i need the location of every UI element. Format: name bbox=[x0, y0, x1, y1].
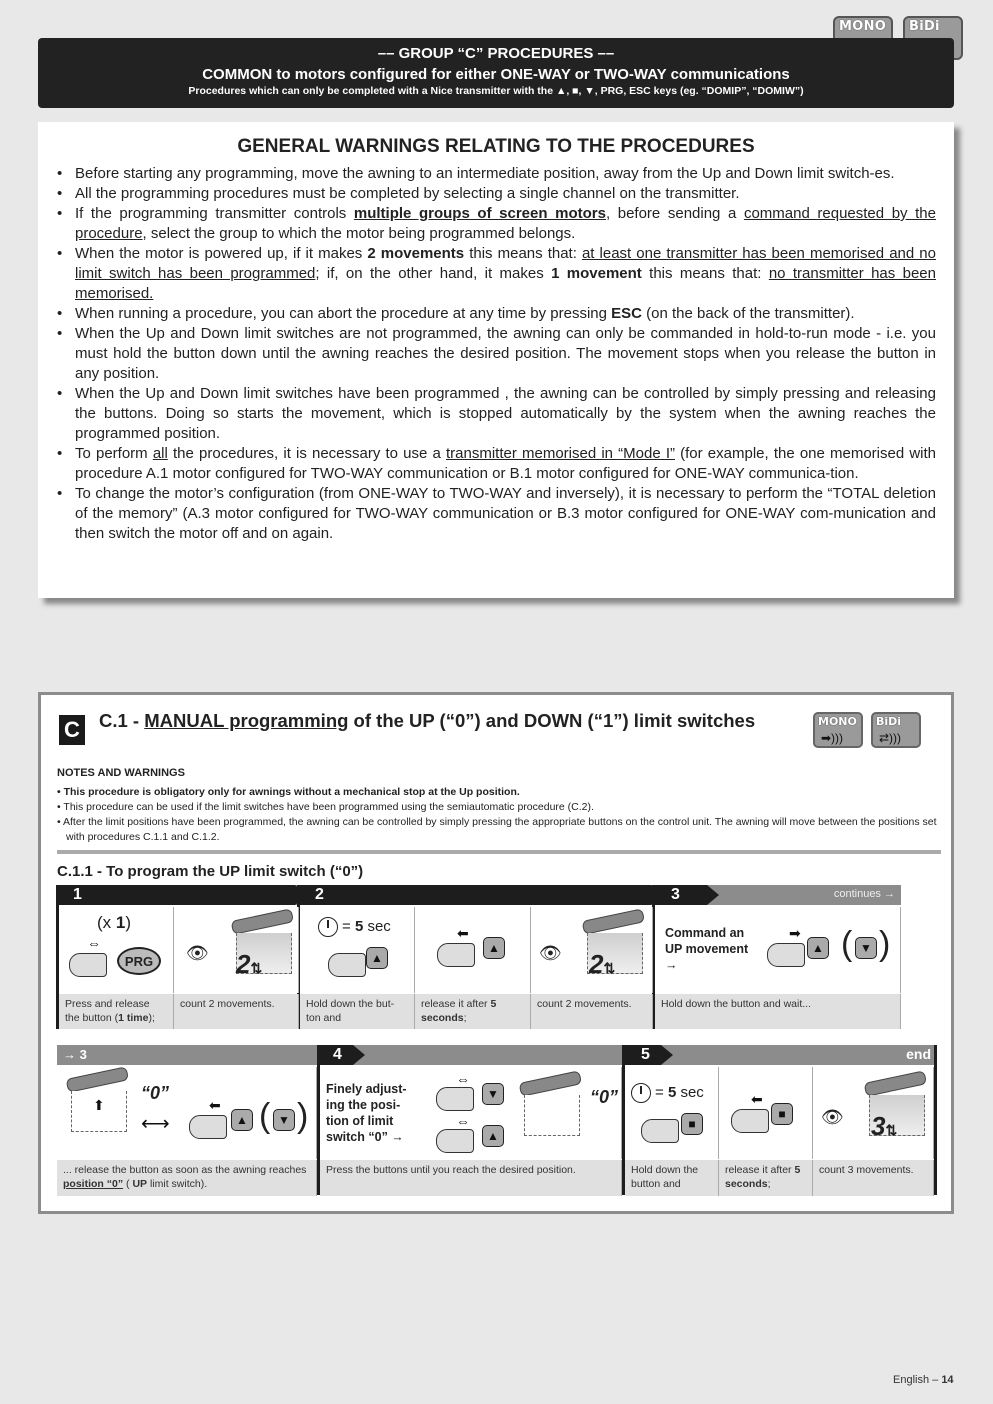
eye-icon: 👁 bbox=[821, 1107, 844, 1127]
cell-hold-5sec: = 5 sec ■ bbox=[625, 1067, 719, 1159]
continues-label: continues → bbox=[833, 888, 895, 900]
cell-press-prg: (x 1) ⇔ PRG bbox=[59, 907, 174, 993]
prg-button-icon: PRG bbox=[117, 947, 161, 975]
step-number: 2 bbox=[299, 885, 651, 905]
stop-button-icon: ■ bbox=[681, 1113, 703, 1135]
caption: Press the buttons until you reach the desired position. bbox=[320, 1160, 622, 1196]
note-item: • This procedure can be used if the limit switches have been programmed using the semiautomatic procedure (C.2). bbox=[57, 801, 594, 813]
double-arrow-icon: ⇔ bbox=[456, 1113, 470, 1129]
cell-release-at-zero: ⬆ “0” ⟷ ⬅ ▲ ( ▼ ) bbox=[59, 1067, 317, 1159]
list-item: • To change the motor’s configuration (from ONE-WAY to TWO-WAY and inversely), it is necessary to perform the “TOTAL deletion of the memory” (A.3 motor configured for TWO-WAY communication or B.3 motor configured for ONE-WAY com-munication and then switch the motor off and on again. bbox=[75, 484, 936, 544]
hand-icon bbox=[767, 943, 805, 967]
caption: release it after 5 seconds; bbox=[719, 1160, 813, 1196]
caption: count 2 movements. bbox=[174, 994, 299, 1029]
awning-icon bbox=[520, 1083, 580, 1139]
double-arrow-icon: ⇔ bbox=[87, 935, 101, 951]
eye-icon: 👁 bbox=[186, 943, 209, 963]
up-button-icon: ▲ bbox=[231, 1109, 253, 1131]
cell-count-2: 👁 2⇅ bbox=[531, 907, 653, 993]
hand-icon bbox=[69, 953, 107, 977]
hand-icon bbox=[189, 1115, 227, 1139]
list-item: • If the programming transmitter controls multiple groups of screen motors, before sending a command requested by the procedure, select the group to which the motor being programmed belongs. bbox=[75, 204, 936, 244]
hand-icon bbox=[731, 1109, 769, 1133]
up-button-icon: ▲ bbox=[482, 1125, 504, 1147]
section-c1 bbox=[38, 692, 954, 1214]
up-down-arrows-icon: ⇅ bbox=[250, 960, 263, 976]
right-arrow-icon: ➡ bbox=[789, 925, 801, 941]
list-item: • When the Up and Down limit switches have been programmed , the awning can be controlled by simply pressing and releasing the buttons. Doing so starts the movement, which is stopped automatically by the system when the awning reaches the programmed position. bbox=[75, 384, 936, 444]
step-number: 1 bbox=[57, 885, 295, 905]
cell-fine-adjust: Finely adjust-ing the posi-tion of limit switch “0” → ⇔ ▼ ⇔ ▲ “0” bbox=[320, 1067, 622, 1159]
caption: Hold down the button and wait... bbox=[655, 994, 901, 1029]
step-divider bbox=[934, 1045, 937, 1195]
cell-count-3: 👁 3⇅ bbox=[813, 1067, 934, 1159]
end-label: end bbox=[906, 1046, 931, 1062]
left-arrow-icon: ⬅ bbox=[209, 1097, 221, 1113]
notes-list bbox=[57, 785, 941, 845]
warnings-list bbox=[38, 164, 954, 544]
stop-button-icon: ■ bbox=[771, 1103, 793, 1125]
up-down-arrows-icon: ⇅ bbox=[603, 960, 616, 976]
divider bbox=[57, 850, 941, 854]
subsection-title: C.1.1 - To program the UP limit switch (“0”) bbox=[57, 863, 364, 880]
list-item: • All the programming procedures must be completed by selecting a single channel on the transmitter. bbox=[75, 184, 936, 204]
section-title: C.1 - MANUAL programming of the UP (“0”) and DOWN (“1”) limit switches bbox=[99, 710, 756, 731]
list-item: • When the Up and Down limit switches are not programmed, the awning can only be commanded in hold-to-run mode - i.e. you must hold the button down until the awning reaches the desired position. The movement stops when you release the button in any position. bbox=[75, 324, 936, 384]
step-number: 4 bbox=[317, 1045, 353, 1065]
cell-hold-5sec: = 5 sec ▲ bbox=[300, 907, 415, 993]
step-number: 5 bbox=[625, 1045, 661, 1065]
caption: release it after 5 seconds; bbox=[415, 994, 531, 1029]
steps-bar-row2 bbox=[57, 1045, 937, 1065]
warnings-title: GENERAL WARNINGS RELATING TO THE PROCEDURES bbox=[237, 136, 755, 157]
caption: count 3 movements. bbox=[813, 1160, 934, 1196]
hand-icon bbox=[437, 943, 475, 967]
down-button-icon: ▼ bbox=[855, 937, 877, 959]
left-arrow-icon: ⬅ bbox=[457, 925, 469, 941]
hand-icon bbox=[641, 1119, 679, 1143]
back-to-step-label: → 3 bbox=[63, 1047, 87, 1062]
hand-icon bbox=[436, 1129, 474, 1153]
down-button-icon: ▼ bbox=[482, 1083, 504, 1105]
section-letter: C bbox=[59, 715, 85, 745]
notes-heading: NOTES AND WARNINGS bbox=[57, 767, 185, 779]
list-item: • To perform all the procedures, it is necessary to use a transmitter memorised in “Mode I” (for example, the one memorised with procedure A.1 motor configured for TWO-WAY communication or B.1 motor configured for ONE-WAY communica-tion. bbox=[75, 444, 936, 484]
clock-icon bbox=[318, 917, 338, 937]
down-button-icon: ▼ bbox=[273, 1109, 295, 1131]
up-arrow-icon: ⬆ bbox=[93, 1097, 105, 1113]
list-item: • When the motor is powered up, if it makes 2 movements this means that: at least one transmitter has been memorised and no limit switch has been programmed; if, on the other hand, it makes 1 movement this means that: no transmitter has been memorised. bbox=[75, 244, 936, 304]
caption: Press and release the button (1 time); bbox=[59, 994, 174, 1029]
cell-count-2: 👁 2⇅ bbox=[174, 907, 299, 993]
caption: ... release the button as soon as the awning reaches position “0” ( UP limit switch). bbox=[57, 1160, 317, 1196]
mono-badge: MONO bbox=[833, 16, 893, 60]
one-way-arrow-icon: ➡))) bbox=[821, 731, 844, 745]
up-button-icon: ▲ bbox=[483, 937, 505, 959]
bidi-badge: BiDi bbox=[903, 16, 963, 60]
group-header: –– GROUP “C” PROCEDURES –– COMMON to motors configured for either ONE-WAY or TWO-WAY communications Procedures which can only be completed with a Nice transmitter with the ▲, ■, ▼, PRG, ESC keys (eg. “DOMIP”, “DOMIW”) bbox=[38, 38, 954, 108]
caption: count 2 movements. bbox=[531, 994, 653, 1029]
up-down-arrows-icon: ⇅ bbox=[885, 1122, 898, 1138]
caption: Hold down the but-ton and bbox=[300, 994, 415, 1029]
left-arrow-icon: ⬅ bbox=[751, 1091, 763, 1107]
up-button-icon: ▲ bbox=[807, 937, 829, 959]
general-warnings-box bbox=[38, 122, 954, 598]
mono-badge: MONO ➡))) bbox=[813, 712, 863, 748]
clock-icon bbox=[631, 1083, 651, 1103]
note-item: • After the limit positions have been programmed, the awning can be controlled by simply pressing the appropriate buttons on the control unit. The awning will move between the positions set with procedures C.1.1 and C.1.2. bbox=[57, 816, 937, 843]
step-number: 3 bbox=[655, 885, 707, 905]
hand-icon bbox=[436, 1087, 474, 1111]
steps-bar-row1 bbox=[57, 885, 901, 905]
double-arrow-icon: ⇔ bbox=[456, 1071, 470, 1087]
cell-release bbox=[415, 907, 531, 993]
up-button-icon: ▲ bbox=[366, 947, 388, 969]
list-item: • Before starting any programming, move the awning to an intermediate position, away from the Up and Down limit switch-es. bbox=[75, 164, 936, 184]
caption: Hold down the button and bbox=[625, 1160, 719, 1196]
page-footer: English – 14 bbox=[893, 1374, 954, 1386]
double-arrow-icon: ⟷ bbox=[141, 1113, 170, 1135]
cell-release bbox=[719, 1067, 813, 1159]
bidi-badge: BiDi ⇄))) bbox=[871, 712, 921, 748]
note-item: • This procedure is obligatory only for awnings without a mechanical stop at the Up position. bbox=[57, 786, 520, 798]
cell-command-up: Command an UP movement → ➡ ▲ ( ▼ ) bbox=[655, 907, 901, 993]
eye-icon: 👁 bbox=[539, 943, 562, 963]
hand-icon bbox=[328, 953, 366, 977]
two-way-arrow-icon: ⇄))) bbox=[879, 731, 902, 745]
list-item: • When running a procedure, you can abort the procedure at any time by pressing ESC (on the back of the transmitter). bbox=[75, 304, 936, 324]
